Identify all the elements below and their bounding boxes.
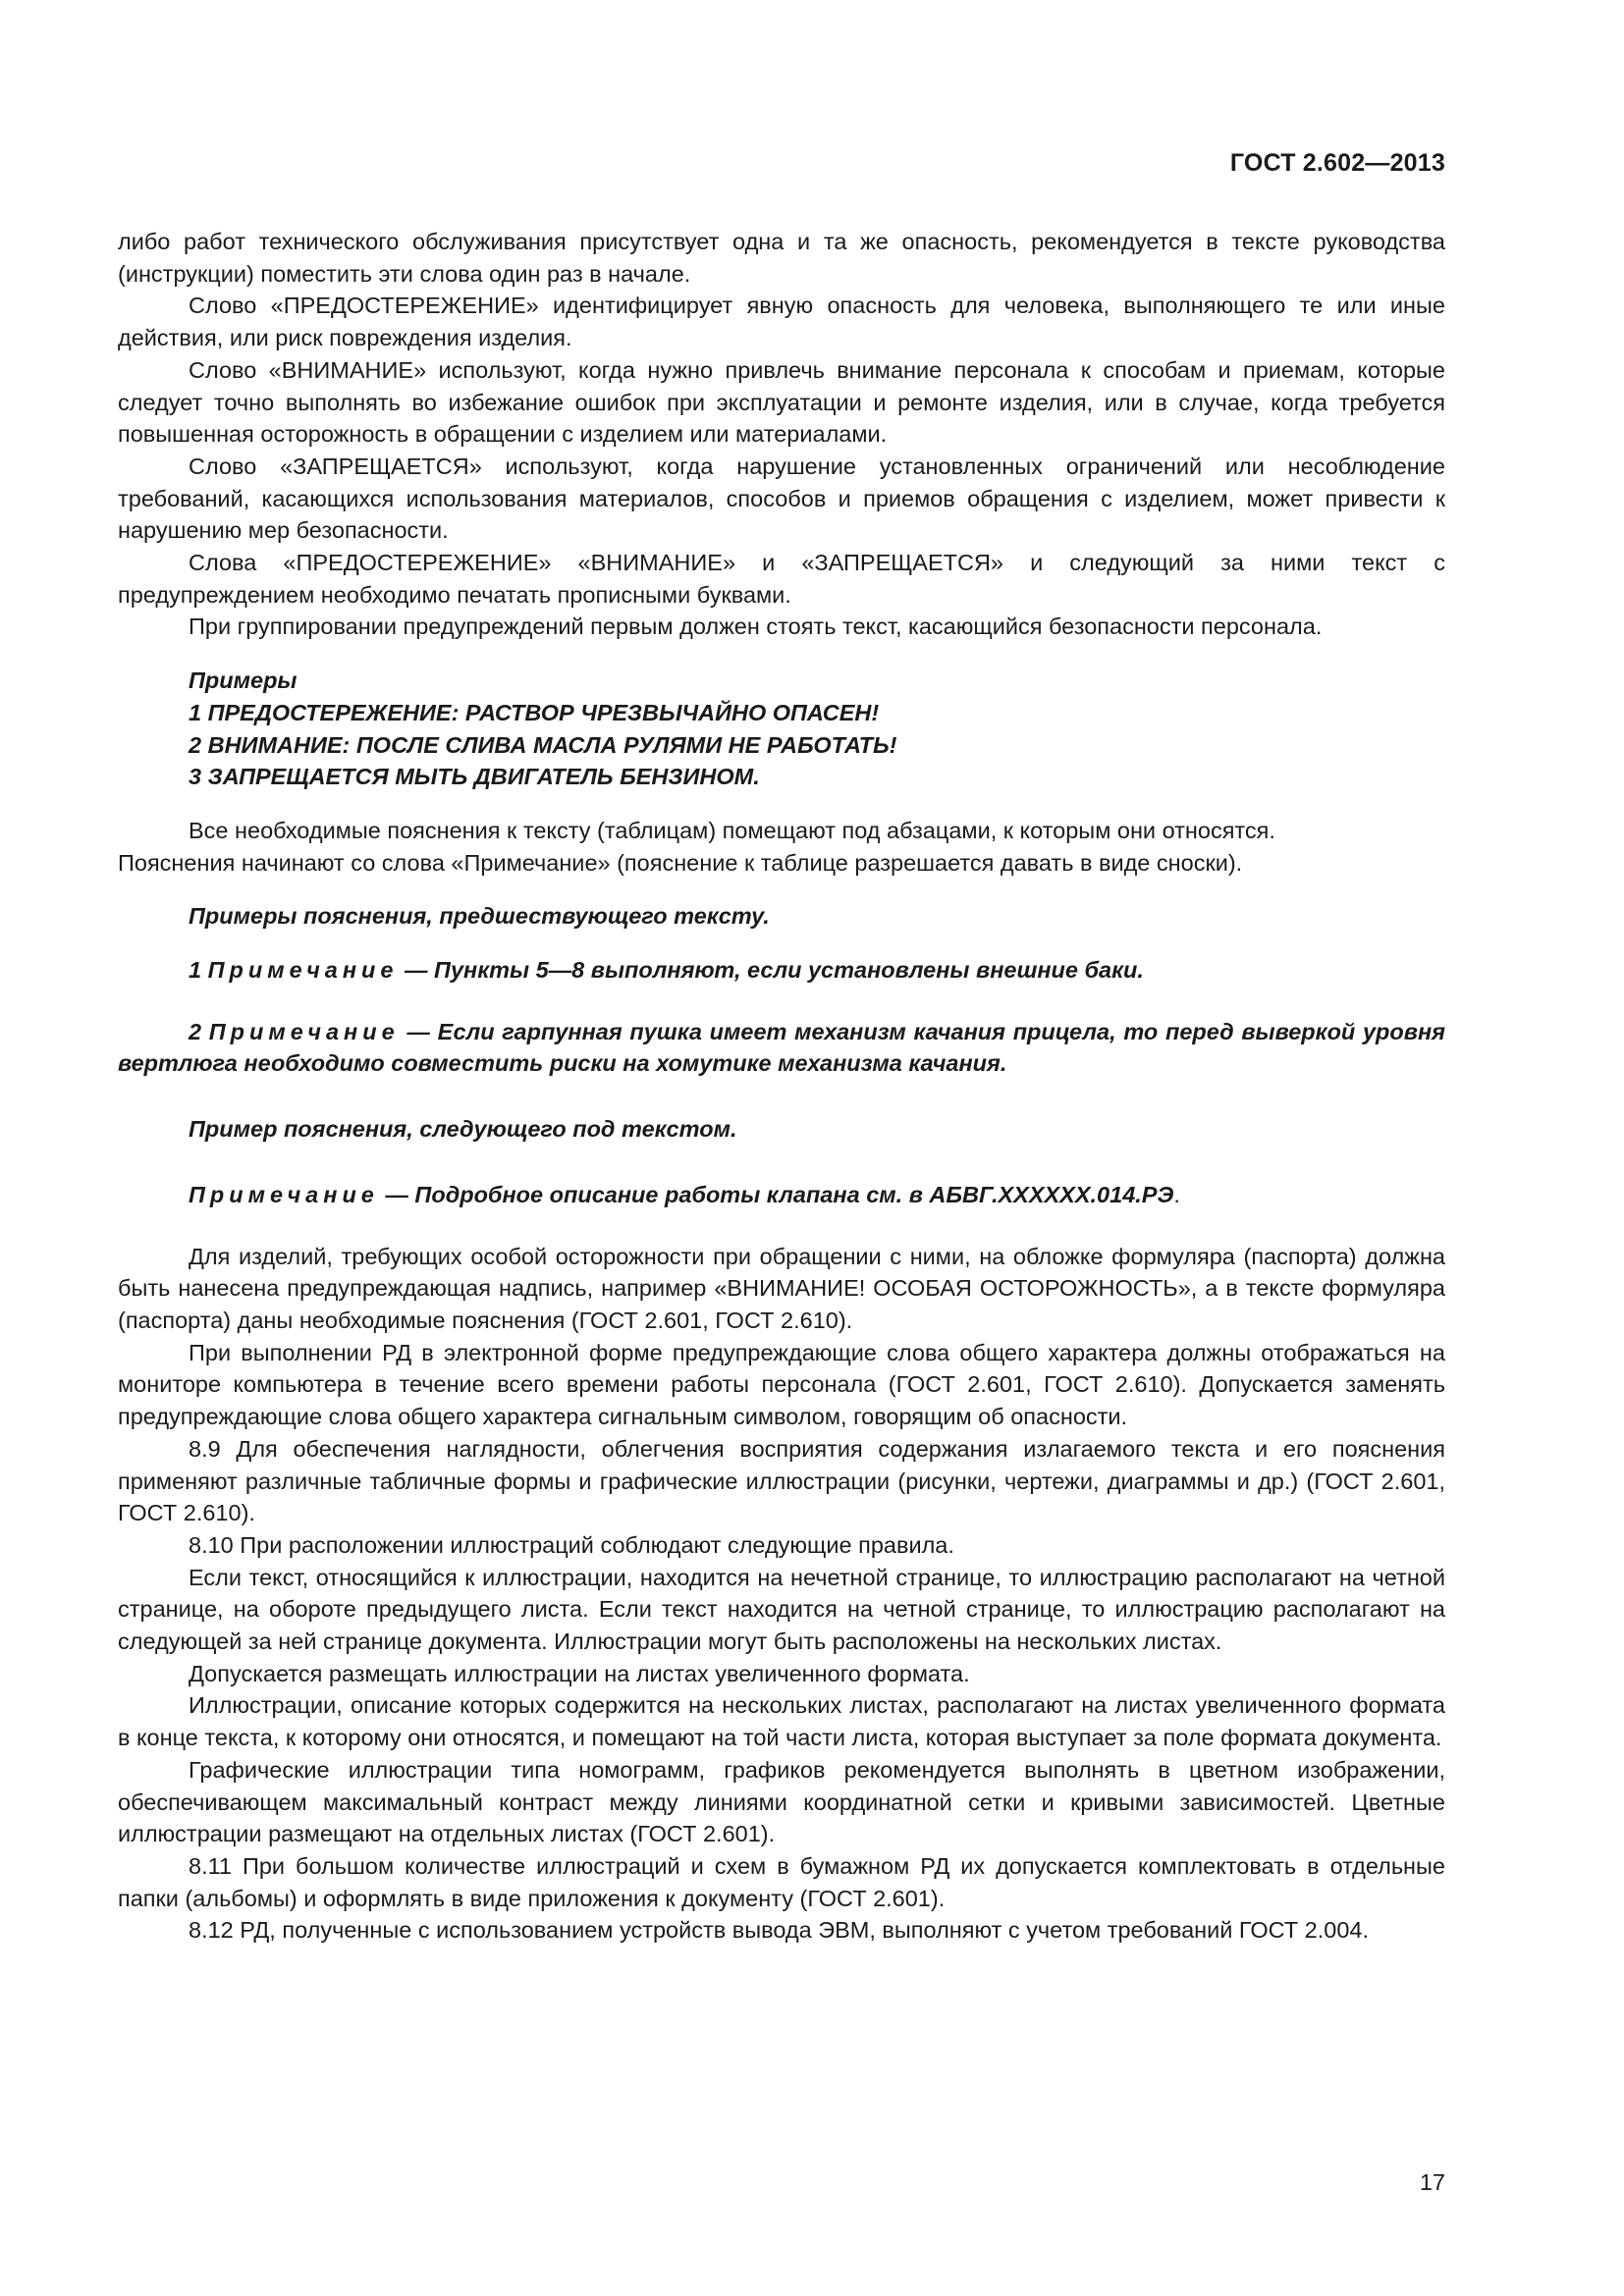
paragraph: Иллюстрации, описание которых содержится на нескольких листах, располагают на листах увеличенного формата в конце текста, к которому они относятся, и помещают на той части листа, которая выступает за поле формата документа. <box>118 1692 1445 1751</box>
example-item: 2 ВНИМАНИЕ: ПОСЛЕ СЛИВА МАСЛА РУЛЯМИ НЕ РАБОТАТЬ! <box>189 731 897 758</box>
note-label: Примечание <box>208 1018 400 1044</box>
clause-8-10: 8.10 При расположении иллюстраций соблюдают следующие правила. <box>189 1531 954 1558</box>
examples-heading: Примеры <box>189 667 298 694</box>
paragraph: Слова «ПРЕДОСТЕРЕЖЕНИЕ» «ВНИМАНИЕ» и «ЗАПРЕЩАЕТСЯ» и следующий за ними текст с предупреждением необходимо печатать прописными буквами. <box>118 550 1445 608</box>
note-examples-heading: Примеры пояснения, предшествующего тексту. <box>189 903 770 930</box>
paragraph: либо работ технического обслуживания присутствует одна и та же опасность, рекомендуется в тексте руководства (инструкции) поместить эти слова один раз в начале. <box>118 229 1445 287</box>
paragraph: Слово «ВНИМАНИЕ» используют, когда нужно привлечь внимание персонала к способам и приемам, которые следует точно выполнять во избежание ошибок при эксплуатации и ремонте изделия, или в случае, когда требуется повышенная осторожность в обращении с изделием или материалами. <box>118 356 1445 448</box>
paragraph: Пояснения начинают со слова «Примечание» (пояснение к таблице разрешается давать в виде сноски). <box>118 849 1243 876</box>
clause-8-9: 8.9 Для обеспечения наглядности, облегчения восприятия содержания излагаемого текста и его пояснения применяют различные табличные формы и графические иллюстрации (рисунки, чертежи, диаграммы и др.) (ГОСТ 2.601, ГОСТ 2.610). <box>118 1435 1445 1526</box>
paragraph: Графические иллюстрации типа номограмм, графиков рекомендуется выполнять в цветном изображении, обеспечивающем максимальный контраст между линиями координатной сетки и кривыми зависимостей. Цветные иллюстрации размещают на отдельных листах (ГОСТ 2.601). <box>118 1756 1445 1847</box>
note-example <box>118 954 1445 987</box>
note-text: — Подробное описание работы клапана см. в АБВГ.XXXXXX.014.РЭ <box>378 1181 1174 1207</box>
note-number: 1 <box>189 957 208 984</box>
paragraph: При группировании предупреждений первым должен стоять текст, касающийся безопасности персонала. <box>189 614 1323 640</box>
paragraph: Слово «ЗАПРЕЩАЕТСЯ» используют, когда нарушение установленных ограничений или несоблюдение требований, касающихся использования материалов, способов и приемов обращения с изделием, может привести к нарушению мер безопасности. <box>118 453 1445 544</box>
note-text: — Если гарпунная пушка имеет механизм качания прицела, то перед выверкой уровня вертлюга необходимо совместить риски на хомутике механизма качания. <box>118 1018 1445 1077</box>
paragraph: Если текст, относящийся к иллюстрации, находится на нечетной странице, то иллюстрацию располагают на четной странице, на обороте предыдущего листа. Если текст находится на четной странице, то иллюстрацию располагают на следующей за ней странице документа. Иллюстрации могут быть расположены на нескольких листах. <box>118 1564 1445 1655</box>
note-label: Примечание <box>207 957 399 984</box>
note-example <box>118 1179 1445 1211</box>
paragraph: Допускается размещать иллюстрации на листах увеличенного формата. <box>189 1660 970 1686</box>
note-text: — Пункты 5—8 выполняют, если установлены внешние баки. <box>398 957 1144 984</box>
note-example <box>118 1016 1445 1080</box>
paragraph: Для изделий, требующих особой осторожности при обращении с ними, на обложке формуляра (паспорта) должна быть нанесена предупреждающая надпись, например «ВНИМАНИЕ! ОСОБАЯ ОСТОРОЖНОСТЬ», а в тексте формуляра (паспорта) даны необходимые пояснения (ГОСТ 2.601, ГОСТ 2.610). <box>118 1243 1445 1333</box>
page-body <box>118 226 1445 1947</box>
document-designation: ГОСТ 2.602—2013 <box>1229 149 1445 177</box>
clause-8-11: 8.11 При большом количестве иллюстраций и схем в бумажном РД их допускается комплектовать в отдельные папки (альбомы) и оформлять в виде приложения к документу (ГОСТ 2.601). <box>118 1852 1445 1911</box>
note-example-heading: Пример пояснения, следующего под текстом. <box>189 1116 737 1143</box>
page-number: 17 <box>1419 2169 1445 2195</box>
paragraph: При выполнении РД в электронной форме предупреждающие слова общего характера должны отображаться на мониторе компьютера в течение всего времени работы персонала (ГОСТ 2.601, ГОСТ 2.610). Допускается заменять предупреждающие слова общего характера сигнальным символом, говорящим об опасности. <box>118 1339 1445 1430</box>
clause-8-12: 8.12 РД, полученные с использованием устройств вывода ЭВМ, выполняют с учетом требований ГОСТ 2.004. <box>189 1917 1370 1944</box>
note-end: . <box>1173 1181 1180 1207</box>
note-label: Примечание <box>189 1181 379 1207</box>
paragraph: Слово «ПРЕДОСТЕРЕЖЕНИЕ» идентифицирует явную опасность для человека, выполняющего те или иные действия, или риск повреждения изделия. <box>118 293 1445 351</box>
example-item: 3 ЗАПРЕЩАЕТСЯ МЫТЬ ДВИГАТЕЛЬ БЕНЗИНОМ. <box>189 764 760 790</box>
paragraph: Все необходимые пояснения к тексту (таблицам) помещают под абзацами, к которым они относятся. <box>189 817 1275 843</box>
note-number: 2 <box>189 1018 209 1044</box>
example-item: 1 ПРЕДОСТЕРЕЖЕНИЕ: РАСТВОР ЧРЕЗВЫЧАЙНО ОПАСЕН! <box>189 699 880 725</box>
